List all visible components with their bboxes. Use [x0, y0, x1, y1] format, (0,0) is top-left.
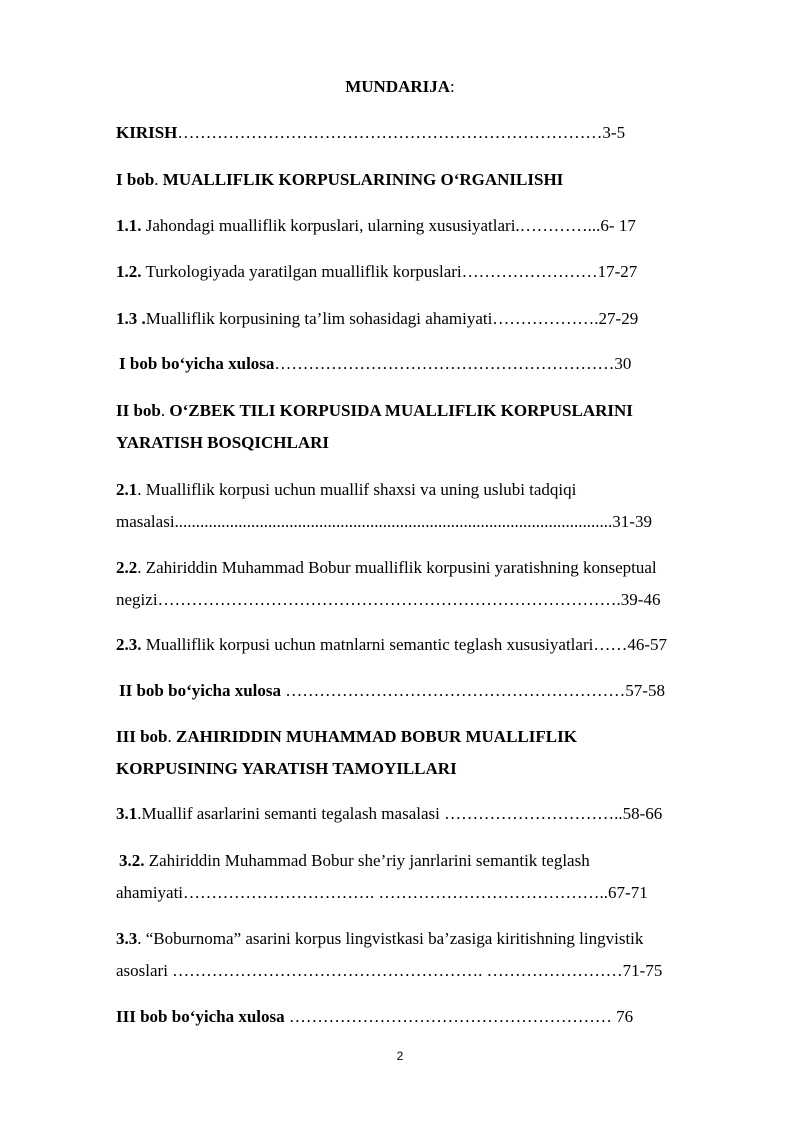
section-number: 3.3 [116, 929, 138, 948]
section-text: Zahiriddin Muhammad Bobur she’riy janrlarini semantik teglash [144, 851, 590, 870]
page-title [0, 77, 800, 97]
section-number: 2.2 [116, 558, 138, 577]
section-text: Mualliflik korpusi uchun matnlarni semantic teglash xususiyatlari……46-57 [141, 635, 667, 654]
toc-entry-3-3 [116, 923, 643, 955]
section-number: 3.2. [119, 851, 145, 870]
section-text: Turkologiyada yaratilgan mualliflik korpuslari……………………17-27 [141, 262, 638, 281]
toc-entry-1-1 [116, 210, 636, 242]
chapter-title: MUALLIFLIK KORPUSLARINING O‘RGANILISHI [162, 170, 564, 189]
toc-label: KIRISH [116, 123, 178, 142]
section-number: 2.3. [116, 635, 142, 654]
section-number: 1.1. [116, 216, 142, 235]
section-text: .Muallif asarlarini semanti tegalash masalasi …………………………..58-66 [137, 804, 663, 823]
toc-leader-page: …………………………………………………………………3-5 [177, 123, 626, 142]
toc-chapter-3-line2: KORPUSINING YARATISH TAMOYILLARI [116, 759, 457, 778]
toc-leader-page: ……………………………………………………30 [274, 354, 632, 373]
toc-leader-page: ……………………………………………………57-58 [281, 681, 665, 700]
chapter-sep: . [167, 727, 177, 746]
toc-chapter-2-line2: YARATISH BOSQICHLARI [116, 433, 330, 452]
toc-conclusion-3 [116, 1001, 633, 1033]
toc-entry-2-1 [116, 474, 576, 506]
conclusion-label: III bob bo‘yicha xulosa [116, 1007, 285, 1026]
toc-entry-1-2 [116, 256, 637, 288]
chapter-sep: . [154, 170, 163, 189]
toc-entry-3-1 [116, 798, 662, 830]
section-number: 2.1 [116, 480, 138, 499]
toc-entry-3-3-line2: asoslari ………………………………………………. ……………………71-75 [116, 961, 663, 980]
toc-entry-2-2-line2: negizi……………………………………………………………………….39-46 [116, 590, 661, 609]
toc-entry-kirish [116, 117, 625, 149]
section-number: 1.2. [116, 262, 142, 281]
chapter-title: O‘ZBEK TILI KORPUSIDA MUALLIFLIK KORPUSLARINI [169, 401, 633, 420]
toc-entry-3-2 [119, 845, 590, 877]
conclusion-label: I bob bo‘yicha xulosa [119, 354, 275, 373]
section-text: Jahondagi mualliflik korpuslari, ularning xususiyatlari.…………...6- 17 [141, 216, 636, 235]
toc-entry-2-2 [116, 552, 657, 584]
section-text: Mualliflik korpusining ta’lim sohasidagi ahamiyati……………….27-29 [145, 309, 639, 328]
toc-entry-3-2-line2: ahamiyati……………………………. …………………………………..67-71 [116, 883, 648, 902]
chapter-sep: . [160, 401, 170, 420]
toc-chapter-3-line1 [116, 721, 577, 753]
toc-conclusion-2 [119, 675, 665, 707]
toc-chapter-1 [116, 164, 563, 196]
section-text: . Zahiriddin Muhammad Bobur mualliflik korpusini yaratishning konseptual [137, 558, 657, 577]
toc-chapter-2-line1 [116, 395, 633, 427]
page-number: 2 [396, 1049, 404, 1063]
chapter-title: ZAHIRIDDIN MUHAMMAD BOBUR MUALLIFLIK [176, 727, 577, 746]
title-colon: : [450, 77, 455, 96]
section-text: . “Boburnoma” asarini korpus lingvistkasi ba’zasiga kiritishning lingvistik [137, 929, 644, 948]
conclusion-label: II bob bo‘yicha xulosa [119, 681, 282, 700]
chapter-number: III bob [116, 727, 168, 746]
toc-entry-2-3 [116, 629, 667, 661]
section-number: 3.1 [116, 804, 138, 823]
toc-conclusion-1 [119, 348, 631, 380]
toc-entry-2-1-line2: masalasi.......................................................................................................31-39 [116, 512, 652, 531]
title-text: MUNDARIJA [345, 77, 451, 96]
chapter-number: I bob [116, 170, 155, 189]
toc-entry-1-3 [116, 303, 638, 335]
chapter-number: II bob [116, 401, 161, 420]
section-text: . Mualliflik korpusi uchun muallif shaxsi va uning uslubi tadqiqi [137, 480, 577, 499]
toc-leader-page: ………………………………………………… 76 [284, 1007, 634, 1026]
section-number: 1.3 . [116, 309, 146, 328]
